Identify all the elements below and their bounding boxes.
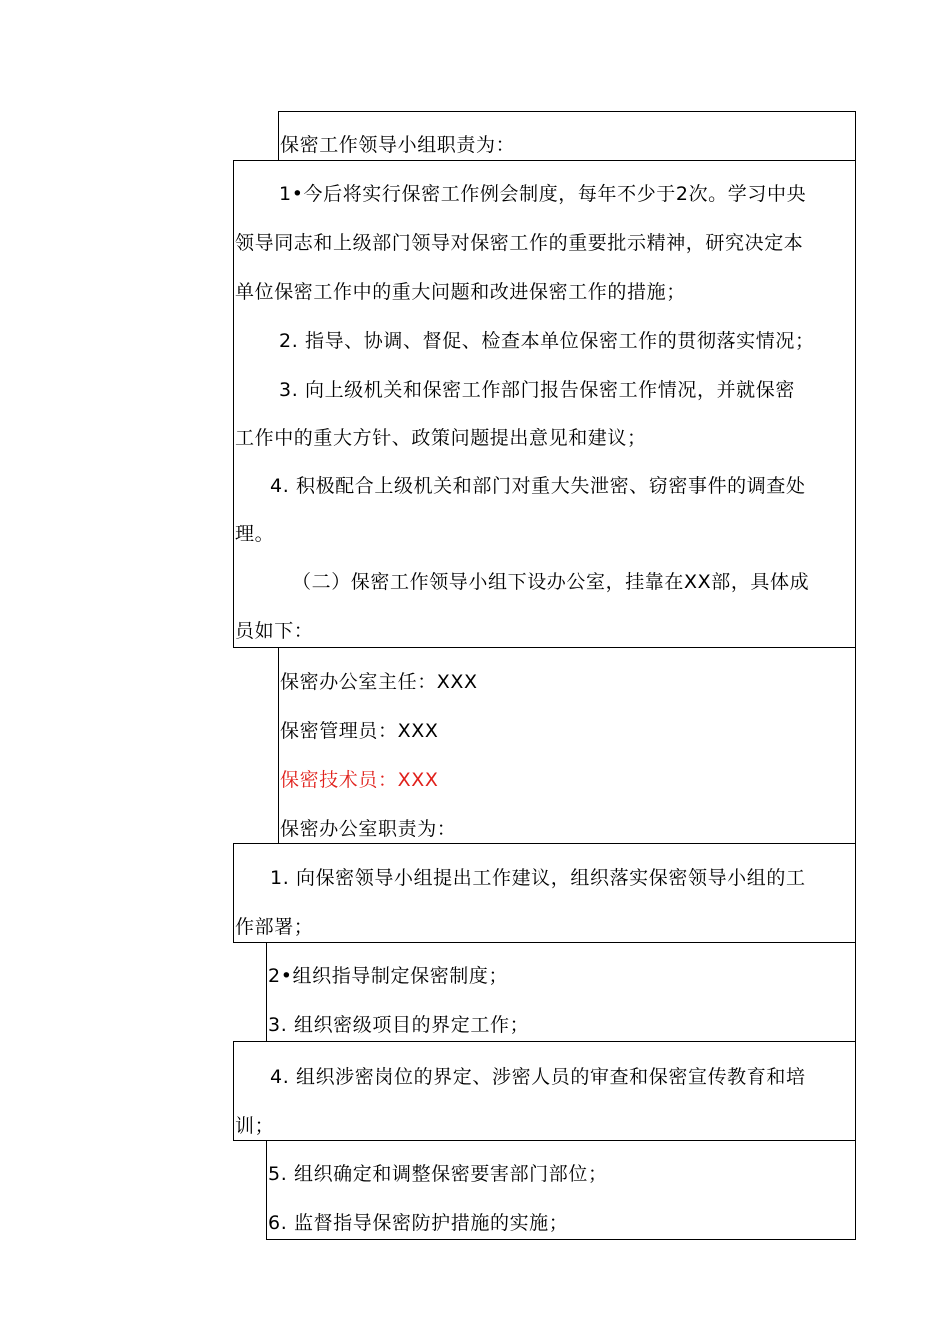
office-duty-2: 2•组织指导制定保密制度； [268, 965, 509, 987]
duties-heading: 保密工作领导小组职责为： [280, 134, 516, 156]
office-duty-1-line-1: 1. 向保密领导小组提出工作建议，组织落实保密领导小组的工 [270, 867, 806, 889]
duty-3-line-2: 工作中的重大方针、政策问题提出意见和建议； [235, 427, 647, 449]
office-technician: 保密技术员：XXX [280, 769, 439, 791]
duty-1-line-3: 单位保密工作中的重大问题和改进保密工作的措施； [235, 281, 686, 303]
office-duty-4-line-2: 训； [235, 1115, 275, 1137]
office-duty-5: 5. 组织确定和调整保密要害部门部位； [268, 1163, 608, 1185]
office-duty-6: 6. 监督指导保密防护措施的实施； [268, 1212, 569, 1234]
office-duties-heading: 保密办公室职责为： [280, 818, 457, 840]
office-director: 保密办公室主任：XXX [280, 671, 478, 693]
office-duty-3: 3. 组织密级项目的界定工作； [268, 1014, 530, 1036]
duty-4-line-1: 4. 积极配合上级机关和部门对重大失泄密、窃密事件的调查处 [270, 475, 806, 497]
box-office-duty-1 [233, 843, 856, 943]
duty-4-line-2: 理。 [235, 523, 275, 545]
box-office-duty-4 [233, 1041, 856, 1141]
office-manager: 保密管理员：XXX [280, 720, 439, 742]
office-duty-4-line-1: 4. 组织涉密岗位的界定、涉密人员的审查和保密宣传教育和培 [270, 1066, 806, 1088]
office-duty-1-line-2: 作部署； [235, 916, 314, 938]
section-2-line-1: （二）保密工作领导小组下设办公室，挂靠在XX部，具体成 [292, 571, 810, 593]
duty-2: 2. 指导、协调、督促、检查本单位保密工作的贯彻落实情况； [279, 330, 815, 352]
section-2-line-2: 员如下： [235, 620, 314, 642]
duty-1-line-1: 1•今后将实行保密工作例会制度，每年不少于2次。学习中央 [279, 183, 807, 205]
duty-3-line-1: 3. 向上级机关和保密工作部门报告保密工作情况，并就保密 [279, 379, 795, 401]
duty-1-line-2: 领导同志和上级部门领导对保密工作的重要批示精神，研究决定本 [235, 232, 804, 254]
